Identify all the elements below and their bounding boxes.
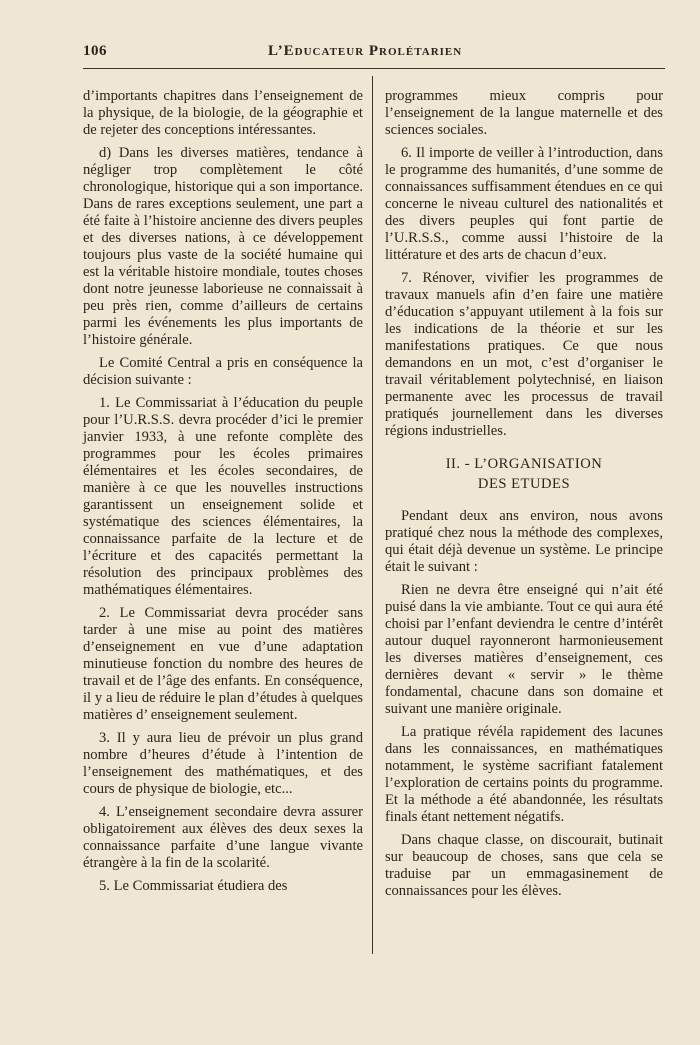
running-head: L’Educateur Prolétarien: [268, 43, 463, 59]
paragraph: 4. L’enseignement secondaire devra assurer obligatoirement aux élèves des deux sexes la connaissance parfaite d’une langue vivante étrangère à la fin de la scolarité.: [83, 804, 363, 871]
left-column: [83, 88, 363, 901]
paragraph: d’importants chapitres dans l’enseignement de la physique, de la biologie, de la géographie et de rejeter des conceptions intéressantes.: [83, 88, 363, 138]
column-rule: [372, 76, 373, 954]
paragraph: Rien ne devra être enseigné qui n’ait été puisé dans la vie ambiante. Tout ce qui aura été choisi par l’enfant deviendra le centre d’intérêt autour duquel rayonneront harmonieusement les diverses matières d’enseignement, ces dernières devant « servir » le thème fondamental, chacune dans son domaine et suivant une manière originale.: [385, 582, 663, 717]
paragraph: Dans chaque classe, on discourait, butinait sur beaucoup de choses, sans que cela se traduise par un emmagasinement de connaissances pour les élèves.: [385, 832, 663, 899]
page-number: 106: [83, 43, 107, 59]
section-heading-line: II. - L’ORGANISATION: [445, 456, 603, 472]
paragraph: 1. Le Commissariat à l’éducation du peuple pour l’U.R.S.S. devra procéder d’ici le premier janvier 1933, à une refonte complète des programmes pour les écoles primaires élémentaires et les écoles secondaires, de manière à ce que les nouvelles instructions garantissent un enseignement solide et systématique des sciences élémentaires, la connaissance parfaite de la lecture et de l’écriture et des capacités permettant la résolution des principaux problèmes des mathématiques élémentaires.: [83, 395, 363, 598]
right-column: [385, 88, 663, 906]
paragraph: 2. Le Commissariat devra procéder sans tarder à une mise au point des matières d’enseignement en vue d’une adaptation minutieuse fonction du nombre des heures de travail et de l’âge des enfants. En conséquence, il y a lieu de réduire le plan d’études à quelques matières d’ enseignement seulement.: [83, 605, 363, 723]
paragraph: La pratique révéla rapidement des lacunes dans les connaissances, en mathématiques notamment, le système sacrifiant fatalement l’exploration de certains points du programme. Et la méthode a été abandonnée, les résultats finals étant nettement négatifs.: [385, 724, 663, 825]
paragraph: d) Dans les diverses matières, tendance à négliger trop complètement le côté chronologique, historique qui a son importance. Dans de rares exceptions seulement, une part a été faite à l’histoire ancienne des divers peuples et des diverses nations, à ce développement toujours plus vaste de la société humaine qui est la véritable histoire mondiale, toutes choses dont notre jeunesse laborieuse ne connaissait à peu près rien, comme d’ailleurs de certains parmi les événements les plus importants de l’histoire générale.: [83, 145, 363, 348]
paragraph: 6. Il importe de veiller à l’introduction, dans le programme des humanités, d’une somme de connaissances suffisamment étendues en ce qui concerne le niveau culturel des nationalités et des divers peuples qui font partie de l’U.R.S.S., comme aussi l’histoire de la littérature et des arts de chacun d’eux.: [385, 145, 663, 263]
paragraph: Le Comité Central a pris en conséquence la décision suivante :: [83, 355, 363, 388]
paragraph: 3. Il y aura lieu de prévoir un plus grand nombre d’heures d’étude à l’intention de l’enseignement des mathématiques, et des cours de physique de biologie, etc...: [83, 730, 363, 797]
section-heading: [385, 454, 663, 494]
section-heading-line: DES ETUDES: [477, 476, 571, 492]
paragraph: 5. Le Commissariat étudiera des: [99, 878, 288, 894]
paragraph: 7. Rénover, vivifier les programmes de travaux manuels afin d’en faire une matière d’éducation s’appuyant utilement à la fois sur les indications de la théorie et sur les manifestations pratiques. Ce que nous demandons en un mot, c’est d’organiser le travail véritablement polytechnisé, en liaison permanente avec les processus de travail pratiqués journellement dans les diverses régions industrielles.: [385, 270, 663, 439]
header-rule: [83, 68, 665, 69]
paragraph: Pendant deux ans environ, nous avons pratiqué chez nous la méthode des complexes, qui était déjà devenue un système. Le principe était le suivant :: [385, 508, 663, 575]
paragraph: programmes mieux compris pour l’enseignement de la langue maternelle et des sciences sociales.: [385, 88, 663, 138]
